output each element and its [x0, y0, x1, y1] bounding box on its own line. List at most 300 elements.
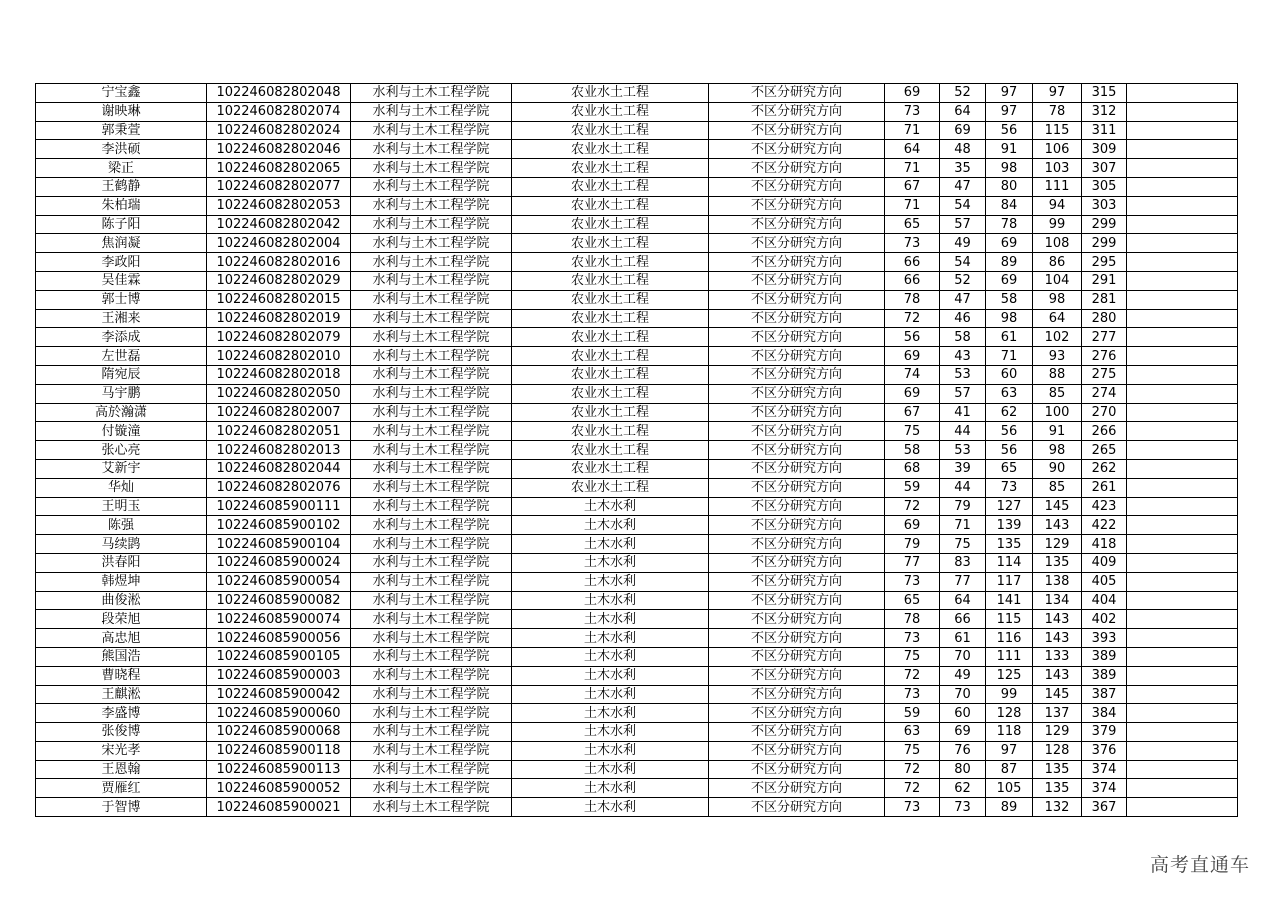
table-row — [36, 271, 1238, 290]
cell-exam-id: 102246085900060 — [207, 704, 351, 723]
cell-name: 李洪硕 — [36, 140, 207, 159]
table-row — [36, 253, 1238, 272]
watermark-text: 高考直通车 — [1149, 854, 1250, 876]
cell-major: 土木水利 — [512, 516, 709, 535]
cell-remark — [1127, 760, 1238, 779]
cell-major: 农业水土工程 — [512, 102, 709, 121]
cell-name: 张心亮 — [36, 441, 207, 460]
cell-college: 水利与土木工程学院 — [351, 234, 512, 253]
cell-subject1-score: 60 — [986, 365, 1033, 384]
cell-college: 水利与土木工程学院 — [351, 328, 512, 347]
cell-remark — [1127, 177, 1238, 196]
cell-exam-id: 102246082802065 — [207, 159, 351, 178]
cell-politics-score: 56 — [885, 328, 940, 347]
cell-politics-score: 71 — [885, 159, 940, 178]
cell-remark — [1127, 347, 1238, 366]
cell-exam-id: 102246082802046 — [207, 140, 351, 159]
cell-english-score: 48 — [940, 140, 986, 159]
cell-remark — [1127, 159, 1238, 178]
cell-exam-id: 102246082802076 — [207, 478, 351, 497]
cell-exam-id: 102246085900024 — [207, 553, 351, 572]
cell-direction: 不区分研究方向 — [709, 328, 885, 347]
cell-direction: 不区分研究方向 — [709, 497, 885, 516]
cell-exam-id: 102246082802004 — [207, 234, 351, 253]
cell-direction: 不区分研究方向 — [709, 384, 885, 403]
table-row — [36, 535, 1238, 554]
cell-college: 水利与土木工程学院 — [351, 271, 512, 290]
cell-subject1-score: 115 — [986, 610, 1033, 629]
cell-name: 吴佳霖 — [36, 271, 207, 290]
cell-english-score: 80 — [940, 760, 986, 779]
cell-politics-score: 72 — [885, 779, 940, 798]
cell-politics-score: 65 — [885, 591, 940, 610]
table-row — [36, 704, 1238, 723]
table-row — [36, 196, 1238, 215]
table-row — [36, 347, 1238, 366]
table-row — [36, 459, 1238, 478]
cell-subject1-score: 71 — [986, 347, 1033, 366]
cell-total-score: 418 — [1082, 535, 1127, 554]
table-row — [36, 159, 1238, 178]
cell-english-score: 44 — [940, 422, 986, 441]
cell-college: 水利与土木工程学院 — [351, 196, 512, 215]
cell-english-score: 73 — [940, 798, 986, 817]
cell-college: 水利与土木工程学院 — [351, 685, 512, 704]
cell-exam-id: 102246082802050 — [207, 384, 351, 403]
cell-politics-score: 66 — [885, 253, 940, 272]
cell-college: 水利与土木工程学院 — [351, 422, 512, 441]
cell-subject2-score: 91 — [1033, 422, 1082, 441]
table-body — [36, 84, 1238, 817]
cell-politics-score: 75 — [885, 741, 940, 760]
table-row — [36, 572, 1238, 591]
cell-remark — [1127, 647, 1238, 666]
cell-exam-id: 102246082802015 — [207, 290, 351, 309]
cell-name: 李政阳 — [36, 253, 207, 272]
cell-politics-score: 78 — [885, 610, 940, 629]
table-row — [36, 798, 1238, 817]
cell-exam-id: 102246082802044 — [207, 459, 351, 478]
cell-english-score: 64 — [940, 591, 986, 610]
cell-politics-score: 69 — [885, 347, 940, 366]
cell-major: 农业水土工程 — [512, 140, 709, 159]
cell-direction: 不区分研究方向 — [709, 365, 885, 384]
table-row — [36, 478, 1238, 497]
cell-total-score: 276 — [1082, 347, 1127, 366]
cell-total-score: 312 — [1082, 102, 1127, 121]
cell-name: 王鹤静 — [36, 177, 207, 196]
cell-english-score: 49 — [940, 234, 986, 253]
cell-subject1-score: 61 — [986, 328, 1033, 347]
cell-major: 农业水土工程 — [512, 365, 709, 384]
cell-subject1-score: 69 — [986, 271, 1033, 290]
cell-college: 水利与土木工程学院 — [351, 365, 512, 384]
cell-name: 隋宛辰 — [36, 365, 207, 384]
table-row — [36, 309, 1238, 328]
cell-name: 王湘来 — [36, 309, 207, 328]
cell-exam-id: 102246085900104 — [207, 535, 351, 554]
cell-english-score: 52 — [940, 84, 986, 103]
cell-direction: 不区分研究方向 — [709, 610, 885, 629]
cell-subject1-score: 80 — [986, 177, 1033, 196]
cell-politics-score: 59 — [885, 478, 940, 497]
cell-subject1-score: 89 — [986, 798, 1033, 817]
cell-direction: 不区分研究方向 — [709, 441, 885, 460]
table-row — [36, 629, 1238, 648]
cell-remark — [1127, 553, 1238, 572]
cell-college: 水利与土木工程学院 — [351, 384, 512, 403]
cell-remark — [1127, 666, 1238, 685]
cell-subject2-score: 97 — [1033, 84, 1082, 103]
cell-subject1-score: 78 — [986, 215, 1033, 234]
cell-name: 郭秉萱 — [36, 121, 207, 140]
cell-name: 陈强 — [36, 516, 207, 535]
table-row — [36, 140, 1238, 159]
cell-exam-id: 102246082802024 — [207, 121, 351, 140]
table-row — [36, 177, 1238, 196]
cell-remark — [1127, 403, 1238, 422]
cell-remark — [1127, 140, 1238, 159]
cell-subject2-score: 78 — [1033, 102, 1082, 121]
cell-name: 马续鹍 — [36, 535, 207, 554]
cell-politics-score: 73 — [885, 572, 940, 591]
cell-remark — [1127, 779, 1238, 798]
cell-major: 土木水利 — [512, 572, 709, 591]
cell-exam-id: 102246082802053 — [207, 196, 351, 215]
cell-subject2-score: 145 — [1033, 497, 1082, 516]
cell-major: 土木水利 — [512, 647, 709, 666]
cell-direction: 不区分研究方向 — [709, 253, 885, 272]
cell-college: 水利与土木工程学院 — [351, 459, 512, 478]
cell-major: 土木水利 — [512, 666, 709, 685]
cell-college: 水利与土木工程学院 — [351, 610, 512, 629]
cell-subject2-score: 143 — [1033, 516, 1082, 535]
cell-subject1-score: 62 — [986, 403, 1033, 422]
cell-exam-id: 102246082802079 — [207, 328, 351, 347]
cell-direction: 不区分研究方向 — [709, 196, 885, 215]
table-row — [36, 553, 1238, 572]
cell-name: 高於瀚潇 — [36, 403, 207, 422]
cell-english-score: 76 — [940, 741, 986, 760]
cell-english-score: 69 — [940, 723, 986, 742]
cell-exam-id: 102246082802077 — [207, 177, 351, 196]
cell-subject2-score: 88 — [1033, 365, 1082, 384]
cell-remark — [1127, 196, 1238, 215]
cell-politics-score: 69 — [885, 84, 940, 103]
cell-college: 水利与土木工程学院 — [351, 121, 512, 140]
cell-english-score: 77 — [940, 572, 986, 591]
cell-exam-id: 102246085900056 — [207, 629, 351, 648]
table-row — [36, 384, 1238, 403]
cell-direction: 不区分研究方向 — [709, 741, 885, 760]
cell-college: 水利与土木工程学院 — [351, 84, 512, 103]
cell-politics-score: 67 — [885, 177, 940, 196]
cell-college: 水利与土木工程学院 — [351, 497, 512, 516]
cell-total-score: 389 — [1082, 666, 1127, 685]
cell-total-score: 379 — [1082, 723, 1127, 742]
cell-politics-score: 74 — [885, 365, 940, 384]
cell-english-score: 53 — [940, 441, 986, 460]
cell-total-score: 404 — [1082, 591, 1127, 610]
cell-subject2-score: 103 — [1033, 159, 1082, 178]
cell-subject1-score: 105 — [986, 779, 1033, 798]
cell-subject2-score: 64 — [1033, 309, 1082, 328]
cell-subject2-score: 100 — [1033, 403, 1082, 422]
cell-exam-id: 102246085900054 — [207, 572, 351, 591]
cell-subject1-score: 98 — [986, 159, 1033, 178]
cell-total-score: 295 — [1082, 253, 1127, 272]
cell-politics-score: 75 — [885, 422, 940, 441]
cell-english-score: 35 — [940, 159, 986, 178]
cell-major: 农业水土工程 — [512, 422, 709, 441]
cell-remark — [1127, 441, 1238, 460]
cell-politics-score: 69 — [885, 516, 940, 535]
cell-name: 宁宝鑫 — [36, 84, 207, 103]
cell-college: 水利与土木工程学院 — [351, 779, 512, 798]
cell-politics-score: 72 — [885, 760, 940, 779]
cell-name: 韩煜坤 — [36, 572, 207, 591]
cell-total-score: 307 — [1082, 159, 1127, 178]
cell-politics-score: 73 — [885, 798, 940, 817]
cell-subject1-score: 97 — [986, 84, 1033, 103]
cell-direction: 不区分研究方向 — [709, 102, 885, 121]
cell-subject2-score: 135 — [1033, 760, 1082, 779]
cell-major: 农业水土工程 — [512, 403, 709, 422]
cell-english-score: 64 — [940, 102, 986, 121]
cell-major: 农业水土工程 — [512, 253, 709, 272]
cell-english-score: 47 — [940, 177, 986, 196]
cell-total-score: 261 — [1082, 478, 1127, 497]
cell-name: 贾雁红 — [36, 779, 207, 798]
cell-direction: 不区分研究方向 — [709, 177, 885, 196]
cell-major: 农业水土工程 — [512, 121, 709, 140]
cell-major: 土木水利 — [512, 591, 709, 610]
cell-subject2-score: 94 — [1033, 196, 1082, 215]
cell-college: 水利与土木工程学院 — [351, 253, 512, 272]
cell-exam-id: 102246082802042 — [207, 215, 351, 234]
cell-total-score: 281 — [1082, 290, 1127, 309]
cell-total-score: 265 — [1082, 441, 1127, 460]
cell-english-score: 70 — [940, 647, 986, 666]
cell-total-score: 389 — [1082, 647, 1127, 666]
cell-subject1-score: 56 — [986, 441, 1033, 460]
cell-direction: 不区分研究方向 — [709, 798, 885, 817]
cell-remark — [1127, 704, 1238, 723]
cell-name: 谢映琳 — [36, 102, 207, 121]
cell-remark — [1127, 328, 1238, 347]
cell-english-score: 47 — [940, 290, 986, 309]
cell-college: 水利与土木工程学院 — [351, 723, 512, 742]
cell-college: 水利与土木工程学院 — [351, 741, 512, 760]
cell-direction: 不区分研究方向 — [709, 629, 885, 648]
cell-major: 土木水利 — [512, 779, 709, 798]
cell-name: 洪春阳 — [36, 553, 207, 572]
cell-name: 郭士博 — [36, 290, 207, 309]
cell-politics-score: 58 — [885, 441, 940, 460]
cell-english-score: 57 — [940, 384, 986, 403]
cell-subject1-score: 84 — [986, 196, 1033, 215]
cell-name: 曹晓程 — [36, 666, 207, 685]
cell-politics-score: 63 — [885, 723, 940, 742]
cell-college: 水利与土木工程学院 — [351, 102, 512, 121]
cell-subject1-score: 139 — [986, 516, 1033, 535]
cell-total-score: 305 — [1082, 177, 1127, 196]
cell-english-score: 49 — [940, 666, 986, 685]
cell-english-score: 39 — [940, 459, 986, 478]
cell-total-score: 274 — [1082, 384, 1127, 403]
cell-total-score: 299 — [1082, 215, 1127, 234]
cell-remark — [1127, 384, 1238, 403]
cell-subject1-score: 56 — [986, 121, 1033, 140]
table-row — [36, 215, 1238, 234]
table-row — [36, 403, 1238, 422]
cell-subject2-score: 86 — [1033, 253, 1082, 272]
cell-college: 水利与土木工程学院 — [351, 704, 512, 723]
cell-total-score: 309 — [1082, 140, 1127, 159]
cell-remark — [1127, 121, 1238, 140]
cell-total-score: 405 — [1082, 572, 1127, 591]
cell-college: 水利与土木工程学院 — [351, 798, 512, 817]
cell-english-score: 44 — [940, 478, 986, 497]
cell-direction: 不区分研究方向 — [709, 309, 885, 328]
cell-subject2-score: 98 — [1033, 441, 1082, 460]
cell-exam-id: 102246082802029 — [207, 271, 351, 290]
cell-subject2-score: 115 — [1033, 121, 1082, 140]
cell-remark — [1127, 84, 1238, 103]
cell-college: 水利与土木工程学院 — [351, 309, 512, 328]
cell-major: 农业水土工程 — [512, 177, 709, 196]
cell-politics-score: 73 — [885, 234, 940, 253]
cell-english-score: 53 — [940, 365, 986, 384]
cell-name: 华灿 — [36, 478, 207, 497]
cell-name: 宋光孝 — [36, 741, 207, 760]
cell-exam-id: 102246085900113 — [207, 760, 351, 779]
cell-subject2-score: 128 — [1033, 741, 1082, 760]
table-row — [36, 290, 1238, 309]
cell-subject1-score: 73 — [986, 478, 1033, 497]
cell-name: 段荣旭 — [36, 610, 207, 629]
cell-name: 陈子阳 — [36, 215, 207, 234]
cell-exam-id: 102246082802074 — [207, 102, 351, 121]
cell-total-score: 303 — [1082, 196, 1127, 215]
cell-subject1-score: 69 — [986, 234, 1033, 253]
cell-college: 水利与土木工程学院 — [351, 290, 512, 309]
cell-politics-score: 79 — [885, 535, 940, 554]
cell-exam-id: 102246085900118 — [207, 741, 351, 760]
cell-subject1-score: 56 — [986, 422, 1033, 441]
cell-direction: 不区分研究方向 — [709, 121, 885, 140]
cell-politics-score: 67 — [885, 403, 940, 422]
cell-english-score: 83 — [940, 553, 986, 572]
cell-english-score: 79 — [940, 497, 986, 516]
cell-direction: 不区分研究方向 — [709, 516, 885, 535]
cell-name: 熊国浩 — [36, 647, 207, 666]
cell-exam-id: 102246085900074 — [207, 610, 351, 629]
table-row — [36, 422, 1238, 441]
cell-remark — [1127, 102, 1238, 121]
cell-english-score: 61 — [940, 629, 986, 648]
cell-remark — [1127, 234, 1238, 253]
cell-college: 水利与土木工程学院 — [351, 159, 512, 178]
cell-major: 土木水利 — [512, 535, 709, 554]
table-row — [36, 591, 1238, 610]
cell-subject1-score: 89 — [986, 253, 1033, 272]
cell-name: 曲俊淞 — [36, 591, 207, 610]
cell-exam-id: 102246085900068 — [207, 723, 351, 742]
cell-total-score: 315 — [1082, 84, 1127, 103]
cell-english-score: 66 — [940, 610, 986, 629]
cell-remark — [1127, 271, 1238, 290]
cell-major: 农业水土工程 — [512, 478, 709, 497]
cell-subject1-score: 141 — [986, 591, 1033, 610]
cell-subject2-score: 85 — [1033, 384, 1082, 403]
cell-direction: 不区分研究方向 — [709, 760, 885, 779]
cell-remark — [1127, 215, 1238, 234]
cell-subject2-score: 93 — [1033, 347, 1082, 366]
cell-subject1-score: 111 — [986, 647, 1033, 666]
cell-subject2-score: 98 — [1033, 290, 1082, 309]
cell-name: 艾新宇 — [36, 459, 207, 478]
table-row — [36, 365, 1238, 384]
cell-major: 农业水土工程 — [512, 328, 709, 347]
cell-subject2-score: 134 — [1033, 591, 1082, 610]
cell-direction: 不区分研究方向 — [709, 779, 885, 798]
cell-english-score: 75 — [940, 535, 986, 554]
cell-total-score: 376 — [1082, 741, 1127, 760]
cell-subject2-score: 99 — [1033, 215, 1082, 234]
table-row — [36, 102, 1238, 121]
cell-name: 张俊博 — [36, 723, 207, 742]
cell-name: 焦润凝 — [36, 234, 207, 253]
cell-total-score: 367 — [1082, 798, 1127, 817]
table-row — [36, 723, 1238, 742]
cell-subject1-score: 98 — [986, 309, 1033, 328]
cell-subject2-score: 143 — [1033, 666, 1082, 685]
cell-name: 王明玉 — [36, 497, 207, 516]
cell-total-score: 422 — [1082, 516, 1127, 535]
cell-total-score: 387 — [1082, 685, 1127, 704]
cell-total-score: 299 — [1082, 234, 1127, 253]
cell-total-score: 277 — [1082, 328, 1127, 347]
cell-politics-score: 75 — [885, 647, 940, 666]
cell-english-score: 71 — [940, 516, 986, 535]
cell-politics-score: 73 — [885, 629, 940, 648]
cell-direction: 不区分研究方向 — [709, 84, 885, 103]
cell-total-score: 275 — [1082, 365, 1127, 384]
cell-subject2-score: 133 — [1033, 647, 1082, 666]
cell-politics-score: 65 — [885, 215, 940, 234]
cell-name: 李盛博 — [36, 704, 207, 723]
cell-total-score: 423 — [1082, 497, 1127, 516]
cell-exam-id: 102246085900102 — [207, 516, 351, 535]
table-row — [36, 121, 1238, 140]
cell-subject2-score: 138 — [1033, 572, 1082, 591]
cell-english-score: 41 — [940, 403, 986, 422]
cell-total-score: 262 — [1082, 459, 1127, 478]
cell-remark — [1127, 365, 1238, 384]
cell-remark — [1127, 572, 1238, 591]
cell-direction: 不区分研究方向 — [709, 271, 885, 290]
cell-exam-id: 102246082802019 — [207, 309, 351, 328]
cell-direction: 不区分研究方向 — [709, 140, 885, 159]
cell-direction: 不区分研究方向 — [709, 685, 885, 704]
cell-remark — [1127, 516, 1238, 535]
cell-total-score: 393 — [1082, 629, 1127, 648]
cell-subject1-score: 97 — [986, 102, 1033, 121]
cell-english-score: 69 — [940, 121, 986, 140]
cell-direction: 不区分研究方向 — [709, 535, 885, 554]
cell-name: 左世磊 — [36, 347, 207, 366]
